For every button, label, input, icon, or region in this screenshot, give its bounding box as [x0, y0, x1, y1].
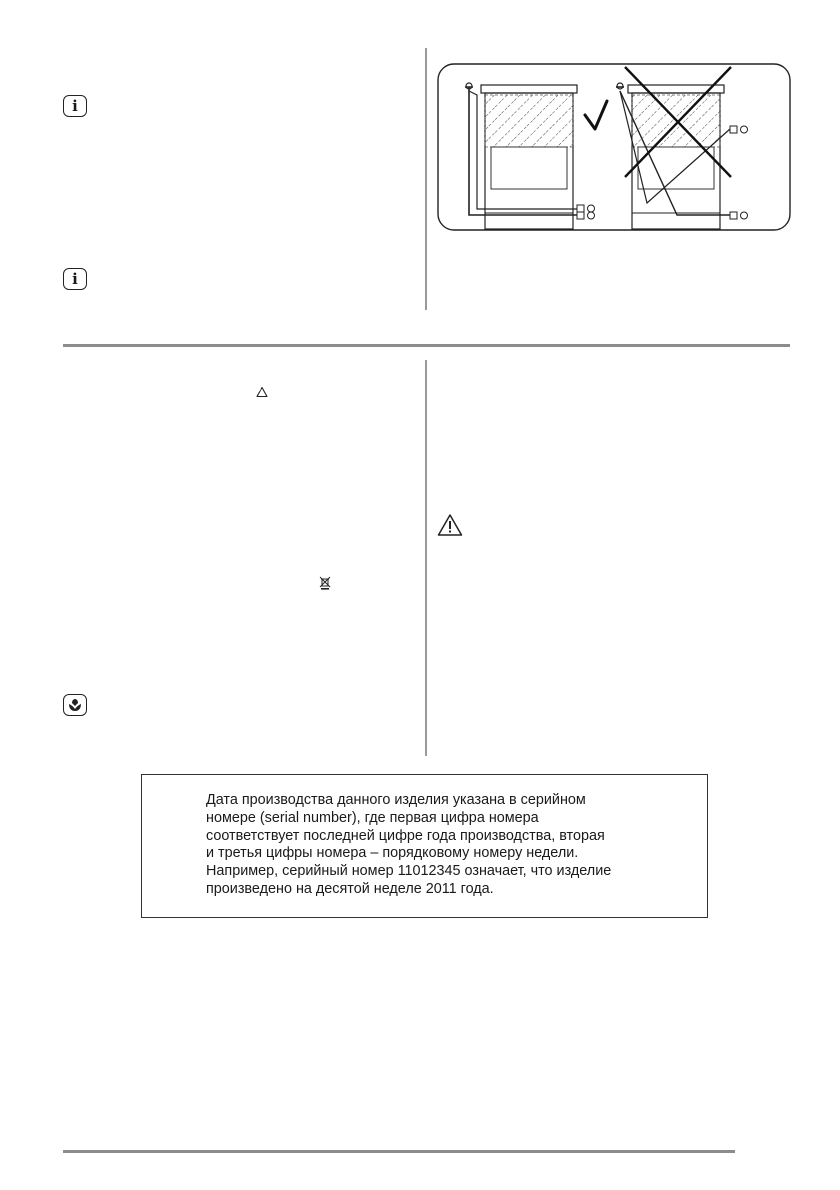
crossed-bin-icon: [319, 576, 331, 590]
warning-icon: [437, 513, 463, 537]
section-divider: [63, 344, 790, 347]
note-line: и третья цифры номера – порядковому номеру недели.: [206, 845, 579, 862]
top-column-divider: [425, 48, 427, 310]
note-line: соответствует последней цифре года производства, вторая: [206, 827, 605, 844]
footer-rule: [63, 1150, 735, 1153]
info-icon: i: [63, 268, 87, 290]
note-line: Дата производства данного изделия указана в серийном: [206, 792, 586, 808]
note-text: [206, 792, 686, 899]
production-date-note: [141, 774, 708, 918]
note-line: произведено на десятой неделе 2011 года.: [206, 880, 494, 897]
note-line: номере (serial number), где первая цифра номера: [206, 809, 539, 826]
lower-column-divider: [425, 360, 427, 756]
recycle-icon: [255, 386, 269, 400]
info-icon: i: [63, 95, 87, 117]
eco-flower-icon: [63, 694, 87, 716]
note-line: Например, серийный номер 11012345 означает, что изделие: [206, 863, 612, 880]
installation-diagram: [437, 63, 791, 231]
